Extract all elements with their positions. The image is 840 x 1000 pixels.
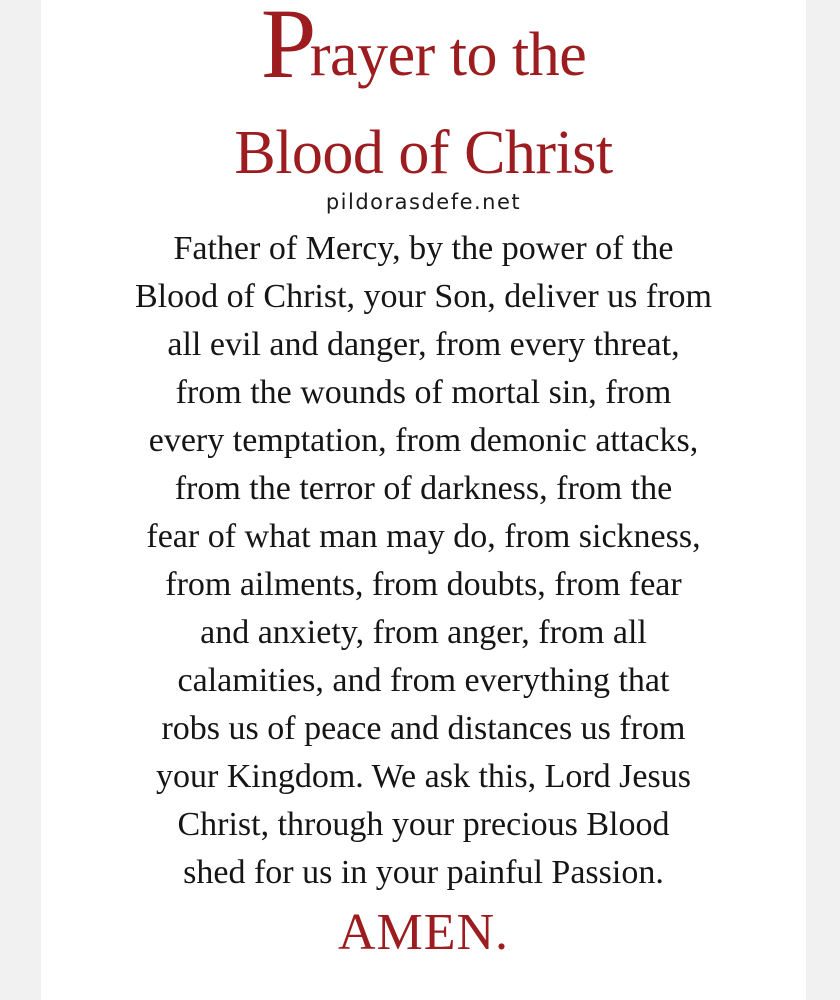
prayer-line: from the terror of darkness, from the: [174, 470, 673, 507]
prayer-line: all evil and danger, from every threat,: [167, 326, 680, 363]
prayer-line: Father of Mercy, by the power of the: [173, 230, 674, 267]
prayer-line: fear of what man may do, from sickness,: [146, 518, 701, 555]
prayer-line: robs us of peace and distances us from: [161, 710, 686, 747]
prayer-line: from ailments, from doubts, from fear: [165, 566, 682, 603]
amen-closing: AMEN.: [337, 904, 510, 961]
prayer-card: [41, 0, 806, 1000]
prayer-line: calamities, and from everything that: [177, 662, 670, 699]
title-line-2: Blood of Christ: [234, 119, 613, 187]
prayer-line: Blood of Christ, your Son, deliver us from: [134, 278, 713, 315]
prayer-line: every temptation, from demonic attacks,: [148, 422, 699, 459]
prayer-line: shed for us in your painful Passion.: [183, 854, 664, 891]
title-line-1: [41, 0, 806, 99]
prayer-line: from the wounds of mortal sin, from: [175, 374, 672, 411]
title-line-1-text: rayer to the: [309, 21, 587, 89]
prayer-text: [41, 225, 806, 897]
prayer-line: your Kingdom. We ask this, Lord Jesus: [156, 758, 691, 795]
prayer-line: and anxiety, from anger, from all: [200, 614, 647, 651]
title-initial: P: [260, 0, 316, 99]
prayer-line: Christ, through your precious Blood: [177, 806, 670, 843]
website-label: pildorasdefe.net: [325, 190, 522, 214]
